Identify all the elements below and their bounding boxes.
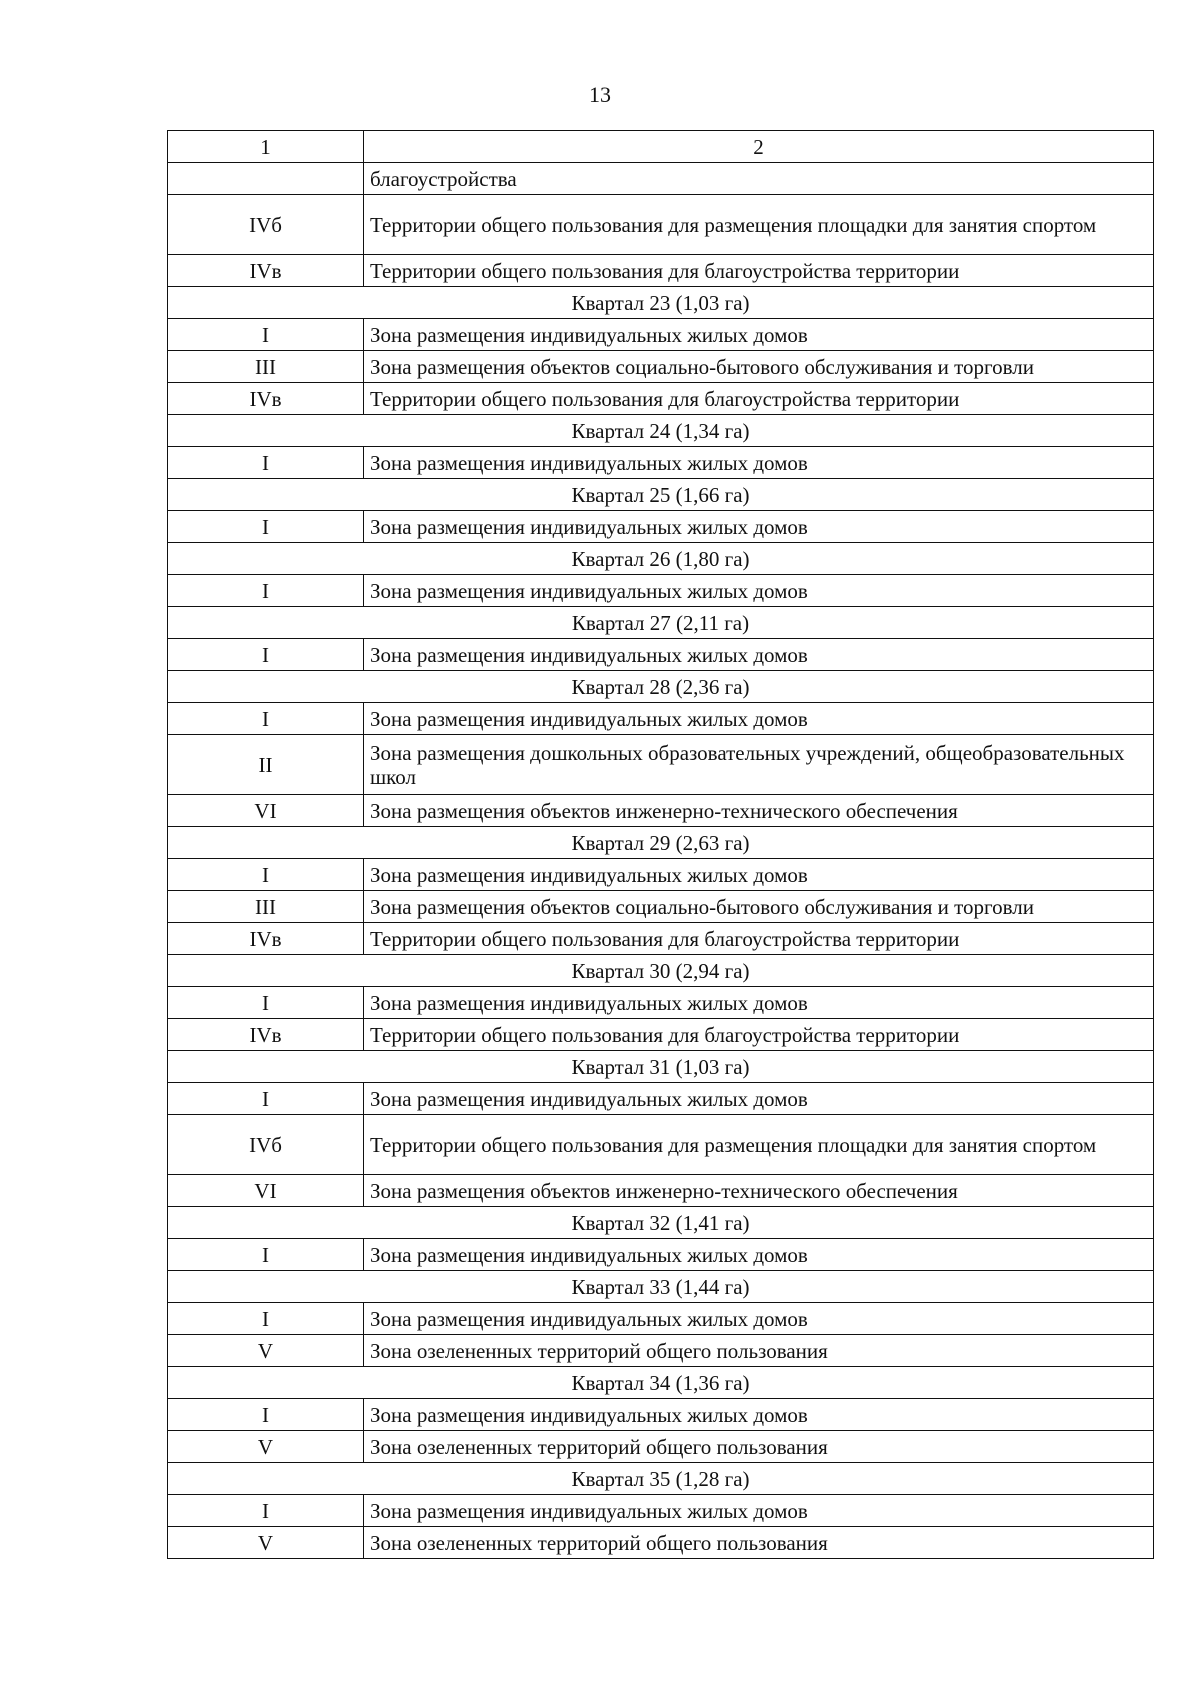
- quarter-row: [168, 1367, 1154, 1399]
- zone-description: Зона размещения объектов инженерно-технического обеспечения: [364, 795, 1154, 827]
- quarter-title: Квартал 31 (1,03 га): [168, 1051, 1154, 1083]
- table-header-row: [168, 131, 1154, 163]
- quarter-row: [168, 415, 1154, 447]
- quarter-row: [168, 607, 1154, 639]
- zone-description: Зона размещения индивидуальных жилых домов: [364, 1083, 1154, 1115]
- zone-description: Зона размещения индивидуальных жилых домов: [364, 1303, 1154, 1335]
- quarter-title: Квартал 30 (2,94 га): [168, 955, 1154, 987]
- quarter-title: Квартал 23 (1,03 га): [168, 287, 1154, 319]
- zone-row: [168, 255, 1154, 287]
- zone-description: Зона размещения индивидуальных жилых домов: [364, 447, 1154, 479]
- quarter-row: [168, 1271, 1154, 1303]
- zone-row: [168, 1175, 1154, 1207]
- zone-description: Зона размещения индивидуальных жилых домов: [364, 575, 1154, 607]
- zone-row: [168, 859, 1154, 891]
- zone-code: I: [168, 859, 364, 891]
- zone-description: Территории общего пользования для размещения площадки для занятия спортом: [364, 1115, 1154, 1175]
- column-header-1: 1: [168, 131, 364, 163]
- zone-row: [168, 1495, 1154, 1527]
- quarter-row: [168, 287, 1154, 319]
- zone-code: V: [168, 1431, 364, 1463]
- quarter-title: Квартал 29 (2,63 га): [168, 827, 1154, 859]
- zone-code: I: [168, 987, 364, 1019]
- zone-row: [168, 447, 1154, 479]
- zone-code: VI: [168, 795, 364, 827]
- zone-row: [168, 923, 1154, 955]
- zone-description: Территории общего пользования для благоустройства территории: [364, 383, 1154, 415]
- zone-description: Зона размещения индивидуальных жилых домов: [364, 1239, 1154, 1271]
- zone-code: I: [168, 1083, 364, 1115]
- zone-row: [168, 735, 1154, 795]
- zone-description: Территории общего пользования для благоустройства территории: [364, 1019, 1154, 1051]
- zone-row: [168, 795, 1154, 827]
- quarter-row: [168, 955, 1154, 987]
- quarter-title: Квартал 34 (1,36 га): [168, 1367, 1154, 1399]
- zone-description: Зона размещения индивидуальных жилых домов: [364, 703, 1154, 735]
- zone-description: Зона размещения индивидуальных жилых домов: [364, 1495, 1154, 1527]
- zone-description: Зона размещения индивидуальных жилых домов: [364, 511, 1154, 543]
- quarter-row: [168, 543, 1154, 575]
- zone-code: IVб: [168, 195, 364, 255]
- zone-code: IVб: [168, 1115, 364, 1175]
- quarter-title: Квартал 24 (1,34 га): [168, 415, 1154, 447]
- zone-row: [168, 1019, 1154, 1051]
- zone-row: [168, 987, 1154, 1019]
- zone-description: Зона размещения объектов социально-бытового обслуживания и торговли: [364, 351, 1154, 383]
- quarter-title: Квартал 25 (1,66 га): [168, 479, 1154, 511]
- zone-row: [168, 891, 1154, 923]
- quarter-title: Квартал 28 (2,36 га): [168, 671, 1154, 703]
- zone-row: [168, 1335, 1154, 1367]
- zone-description: Зона размещения объектов инженерно-технического обеспечения: [364, 1175, 1154, 1207]
- zones-table-body: [168, 131, 1154, 1559]
- quarter-row: [168, 1051, 1154, 1083]
- zone-description: Зона размещения индивидуальных жилых домов: [364, 859, 1154, 891]
- zone-row: [168, 575, 1154, 607]
- zone-description: Территории общего пользования для благоустройства территории: [364, 255, 1154, 287]
- zone-row: [168, 1527, 1154, 1559]
- zone-code: I: [168, 319, 364, 351]
- zone-row: [168, 1399, 1154, 1431]
- page-number: 13: [589, 82, 611, 107]
- zone-description: Зона размещения объектов социально-бытового обслуживания и торговли: [364, 891, 1154, 923]
- zone-description: благоустройства: [364, 163, 1154, 195]
- quarter-row: [168, 479, 1154, 511]
- zone-description: Зона озелененных территорий общего пользования: [364, 1431, 1154, 1463]
- zone-row: [168, 1083, 1154, 1115]
- zone-code: IVв: [168, 383, 364, 415]
- zone-description: Зона размещения индивидуальных жилых домов: [364, 639, 1154, 671]
- quarter-title: Квартал 27 (2,11 га): [168, 607, 1154, 639]
- zone-code: I: [168, 1239, 364, 1271]
- zone-code: IVв: [168, 255, 364, 287]
- zone-code: IVв: [168, 1019, 364, 1051]
- zone-description: Зона размещения индивидуальных жилых домов: [364, 987, 1154, 1019]
- zone-code: I: [168, 1303, 364, 1335]
- quarter-title: Квартал 35 (1,28 га): [168, 1463, 1154, 1495]
- zones-table: [167, 130, 1154, 1559]
- zone-row: [168, 639, 1154, 671]
- zone-description: Зона размещения индивидуальных жилых домов: [364, 1399, 1154, 1431]
- zone-code: I: [168, 703, 364, 735]
- zone-description: Зона озелененных территорий общего пользования: [364, 1527, 1154, 1559]
- zone-code: III: [168, 891, 364, 923]
- zone-code: I: [168, 447, 364, 479]
- zone-row: [168, 1303, 1154, 1335]
- zone-row: [168, 511, 1154, 543]
- zone-code: I: [168, 511, 364, 543]
- zone-code: VI: [168, 1175, 364, 1207]
- zone-description: Зона размещения индивидуальных жилых домов: [364, 319, 1154, 351]
- quarter-row: [168, 671, 1154, 703]
- quarter-row: [168, 1207, 1154, 1239]
- zone-code: I: [168, 1495, 364, 1527]
- zone-code: I: [168, 575, 364, 607]
- zone-row: [168, 383, 1154, 415]
- zone-row: [168, 1431, 1154, 1463]
- zone-code: [168, 163, 364, 195]
- zone-code: IVв: [168, 923, 364, 955]
- zone-code: II: [168, 735, 364, 795]
- column-header-2: 2: [364, 131, 1154, 163]
- zone-row: [168, 163, 1154, 195]
- zone-row: [168, 351, 1154, 383]
- zone-row: [168, 1239, 1154, 1271]
- quarter-title: Квартал 26 (1,80 га): [168, 543, 1154, 575]
- zone-code: V: [168, 1527, 364, 1559]
- zone-code: V: [168, 1335, 364, 1367]
- zone-code: I: [168, 1399, 364, 1431]
- zone-row: [168, 1115, 1154, 1175]
- zone-code: III: [168, 351, 364, 383]
- zone-description: Зона озелененных территорий общего пользования: [364, 1335, 1154, 1367]
- quarter-title: Квартал 33 (1,44 га): [168, 1271, 1154, 1303]
- zone-description: Зона размещения дошкольных образовательных учреждений, общеобразовательных школ: [364, 735, 1154, 795]
- zone-code: I: [168, 639, 364, 671]
- quarter-row: [168, 1463, 1154, 1495]
- quarter-title: Квартал 32 (1,41 га): [168, 1207, 1154, 1239]
- zone-row: [168, 319, 1154, 351]
- quarter-row: [168, 827, 1154, 859]
- zone-row: [168, 703, 1154, 735]
- zone-description: Территории общего пользования для размещения площадки для занятия спортом: [364, 195, 1154, 255]
- zone-description: Территории общего пользования для благоустройства территории: [364, 923, 1154, 955]
- zone-row: [168, 195, 1154, 255]
